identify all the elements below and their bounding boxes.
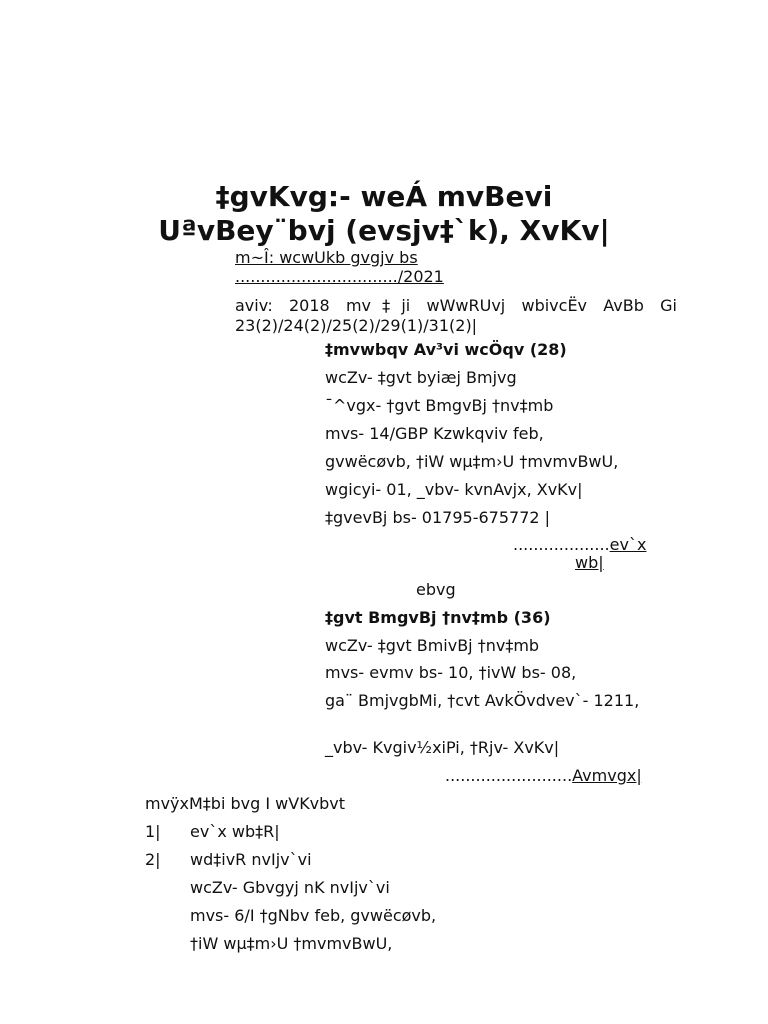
witness-2-father: wcZv- Gbvgyj nK nvIjv`vi <box>190 878 390 897</box>
witness-heading: mvÿxM‡bi bvg I wVKvbvt <box>145 794 346 813</box>
defendant-address-1: mvs- evmv bs- 10, †ivW bs- 08, <box>325 663 577 682</box>
witness-number: 1| <box>145 822 161 841</box>
court-title-line-2: UªvBey¨bvj (evsjv‡`k), XvKv| <box>158 214 610 247</box>
plaintiff-name: ‡mvwbqv Av³vi wcÖqv (28) <box>325 340 567 359</box>
plaintiff-role-label-cont: wb| <box>575 553 604 572</box>
defendant-role-dots: ......................... <box>445 766 573 785</box>
witness-number: 2| <box>145 850 161 869</box>
defendant-role-line <box>445 766 642 786</box>
plaintiff-address-3: wgicyi- 01, _vbv- kvnAvjx, XvKv| <box>325 480 583 499</box>
case-reference-label: m~Î: wcwUkb gvgjv bs <box>235 248 418 267</box>
defendant-address-2: ga¨ BmjvgbMi, †cvt AvkÖvdvev`- 1211, <box>325 691 640 710</box>
witness-2-address-2: †iW wµ‡m›U †mvmvBwU, <box>190 934 393 953</box>
legal-section-reference: aviv: 2018 mv‡ji wWwRUvj wbivcËv AvBb Gi 23(2)/24(2)/25(2)/29(1)/31(2)| <box>235 296 677 335</box>
witness-2-address-1: mvs- 6/I †gNbv feb, gvwëcøvb, <box>190 906 437 925</box>
witness-entry: ev`x wb‡R| <box>190 822 280 841</box>
versus-label: ebvg <box>416 580 456 599</box>
defendant-role-label: Avmvgx| <box>572 766 642 785</box>
court-title-line-1: ‡gvKvg:- weÁ mvBevi <box>215 180 553 213</box>
defendant-address-3: _vbv- Kvgiv½xiPi, †Rjv- XvKv| <box>325 738 560 757</box>
plaintiff-husband: ¯^vgx- †gvt BmgvBj †nv‡mb <box>325 396 554 415</box>
plaintiff-role-dots: ................... <box>513 535 610 554</box>
witness-entry: wd‡ivR nvIjv`vi <box>190 850 312 869</box>
plaintiff-role-line <box>513 535 646 555</box>
plaintiff-address-1: mvs- 14/GBP Kzwkqviv feb, <box>325 424 544 443</box>
plaintiff-role-label: ev`x <box>609 535 647 554</box>
plaintiff-mobile: ‡gvevBj bs- 01795-675772 | <box>325 508 551 527</box>
defendant-father: wcZv- ‡gvt BmivBj †nv‡mb <box>325 636 540 655</box>
defendant-name: ‡gvt BmgvBj †nv‡mb (36) <box>325 608 551 627</box>
plaintiff-address-2: gvwëcøvb, †iW wµ‡m›U †mvmvBwU, <box>325 452 619 471</box>
case-reference-number: ................................/2021 <box>235 267 444 286</box>
plaintiff-father: wcZv- ‡gvt byiæj Bmjvg <box>325 368 517 387</box>
